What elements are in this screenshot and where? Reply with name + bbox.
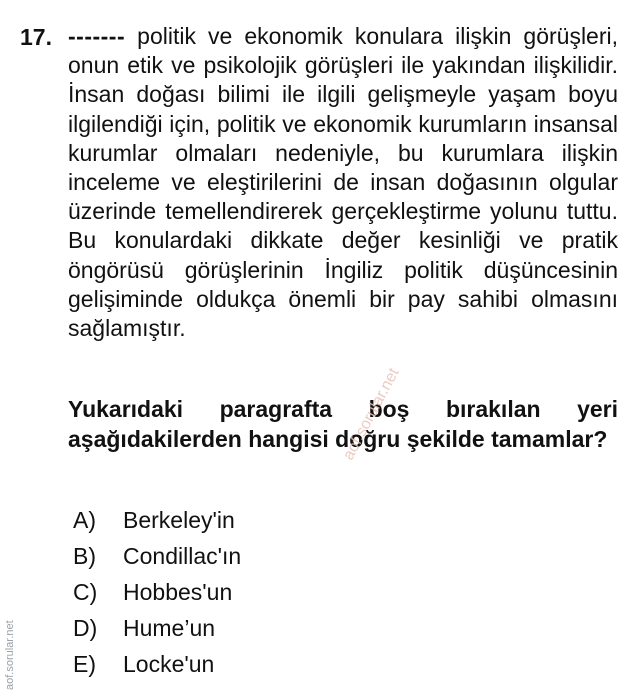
question-passage [68,22,618,343]
option-letter: A) [73,506,96,533]
option-letter: B) [73,542,96,569]
option-text: Condillac'ın [123,542,242,569]
option-letter: D) [73,614,98,641]
option-letter: E) [73,650,96,677]
option-text: Locke'un [123,650,215,677]
option-text: Berkeley'in [123,506,235,533]
option-a[interactable] [73,502,241,538]
option-text: Hume’un [123,614,216,641]
watermark-center: aof.sorular.net [340,365,403,463]
option-c[interactable] [73,574,241,610]
answer-options [73,502,241,682]
option-e[interactable] [73,646,241,682]
passage-text: politik ve ekonomik konulara ilişkin görüşleri, onun etik ve psikolojik görüşleri ile yakından ilişkilidir. İnsan doğası bilimi ile ilgili gelişmeyle yaşam boyu ilgilendiği için, politik ve ekonomik kurumların insansal kurumlar olmaları nedeniyle, bu kurumlara ilişkin inceleme ve eleştirilerini de insan doğasının olgular üzerinde temellendirerek gerçekleştirme yolunu tuttu. Bu konulardaki dikkate değer kesinliği ve pratik öngörüsü görüşlerinin İngiliz politik düşüncesinin gelişiminde oldukça önemli bir pay sahibi olmasını sağlamıştır. [68,23,618,342]
question-prompt: Yukarıdaki paragrafta boş bırakılan yeri aşağıdakilerden hangisi doğru şekilde tamamlar? [68,396,618,452]
question-number: 17. [20,24,52,50]
option-letter: C) [73,578,98,605]
watermark-side: aof.sorular.net [4,620,16,690]
option-text: Hobbes'un [123,578,233,605]
option-d[interactable] [73,610,241,646]
option-b[interactable] [73,538,241,574]
passage-blank: ------- [68,23,126,49]
